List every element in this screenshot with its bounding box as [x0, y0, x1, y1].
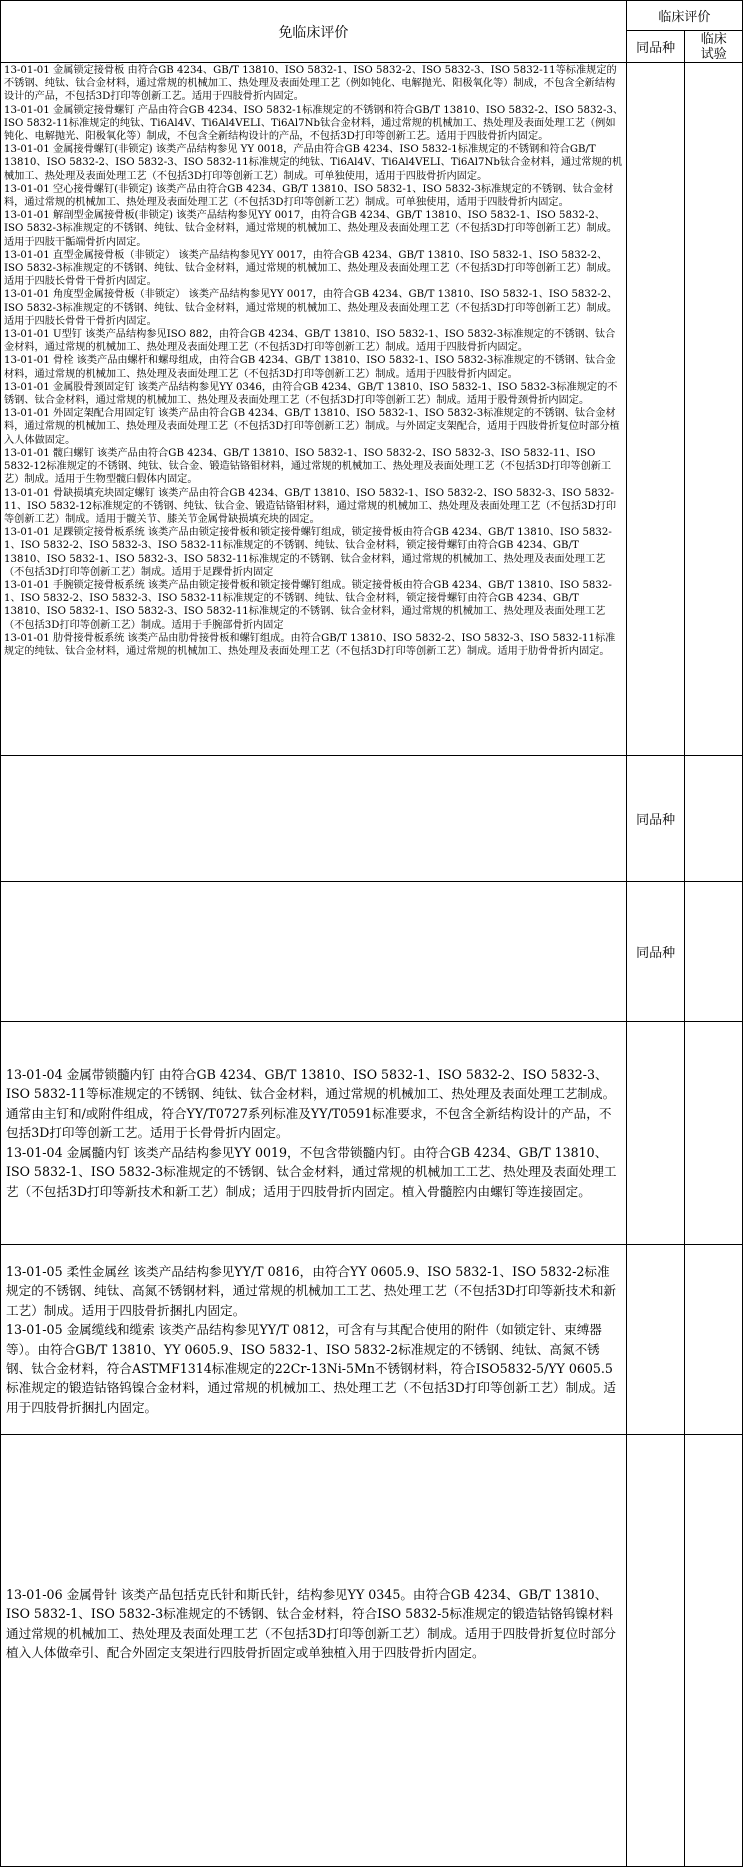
- item-paragraph: 13-01-01 金属锁定接骨板 由符合GB 4234、GB/T 13810、ISO 5832-1、ISO 5832-2、ISO 5832-3、ISO 5832-11等标准规定的不锈钢、纯钛、钛合金材料，通过常规的机械加工、热处理及表面处理工艺（例如钝化、电解抛光、阳极氧化等）制成，不包含全新结构设计的产品，不包括3D打印等创新工艺。适用于四肢骨折内固定。: [4, 65, 617, 103]
- header-clinical-eval-label: 临床评价: [658, 10, 711, 25]
- item-paragraph: 13-01-05 柔性金属丝 该类产品结构参见YY/T 0816，由符合YY 0605.9、ISO 5832-1、ISO 5832-2标准规定的不锈钢、纯钛、高氮不锈钢材料，通过常规的机械加工工艺、热处理工艺（不包括3D打印等新技术和新工艺）制成。适用于四肢骨折捆扎内固定。: [6, 1263, 617, 1318]
- item-paragraph: 13-01-01 金属锁定接骨螺钉 产品由符合GB 4234、ISO 5832-1标准规定的不锈钢和符合GB/T 13810、ISO 5832-2、ISO 5832-3、ISO 5832-11标准规定的纯钛、Ti6Al4V、Ti6Al4VELI、Ti6Al7Nb钛合金材料，通过常规的机械加工、热处理及表面处理工艺（例如钝化、电解抛光、阳极氧化等）制成，不包含全新结构设计的产品，不包括3D打印等创新工艺。适用于四肢骨折内固定。: [4, 104, 624, 143]
- item-paragraph: 13-01-04 金属髓内钉 该类产品结构参见YY 0019，不包含带锁髓内钉。由符合GB 4234、GB/T 13810、ISO 5832-1、ISO 5832-3标准规定的不锈钢、钛合金材料，通过常规的机械加工工艺、热处理及表面处理工艺（不包括3D打印等新技术和新工艺）制成；适用于四肢骨折内固定。植入骨髓腔内由螺钉等连接固定。: [6, 1144, 617, 1199]
- item-paragraph: 13-01-06 金属骨针 该类产品包括克氏针和斯氏针，结构参见YY 0345。由符合GB 4234、GB/T 13810、ISO 5832-1、ISO 5832-3标准规定的不锈钢、钛合金材料，符合ISO 5832-5标准规定的锻造钴铬钨镍材料通过常规的机械加工、热处理及表面处理工艺（不包括3D打印等创新工艺）制成。适用于四肢骨折复位时部分植入人体做牵引、配合外固定支架进行四肢骨折固定或单独植入用于四肢骨折内固定。: [6, 1587, 617, 1661]
- row-blank-1-clinical-trial: [685, 756, 743, 882]
- item-paragraph: 13-01-01 直型金属接骨板（非锁定） 该类产品结构参见YY 0017，由符合GB 4234、GB/T 13810、ISO 5832-1、ISO 5832-2、ISO 5832-3标准规定的不锈钢、纯钛、钛合金材料，通过常规的机械加工、热处理及表面处理工艺（不包括3D打印等创新工艺）制成。适用于四肢长骨骨干骨折内固定。: [4, 249, 618, 288]
- header-exempt-clinical: [1, 1, 627, 63]
- header-clinical-eval: [626, 1, 742, 31]
- row-13-01-04-clinical-trial: [685, 1022, 743, 1245]
- item-paragraph: 13-01-01 金属接骨螺钉(非锁定) 该类产品结构参见 YY 0018，产品由符合GB 4234、ISO 5832-1标准规定的不锈钢和符合GB/T 13810、ISO 5832-2、ISO 5832-3、ISO 5832-11标准规定的纯钛、Ti6Al4V、Ti6Al4VELI、Ti6Al7Nb钛合金材料，通过常规的机械加工、热处理及表面处理工艺（不包括3D打印等创新工艺）制成。可单独使用，适用于四肢骨折内固定。: [4, 144, 623, 182]
- row-13-01-06-same-product: [626, 1435, 685, 1867]
- header-clinical-trial: [685, 31, 743, 63]
- row-13-01-06-exempt: [1, 1435, 627, 1867]
- item-paragraph: 13-01-01 空心接骨螺钉(非锁定) 该类产品由符合GB 4234、GB/T 13810、ISO 5832-1、ISO 5832-3标准规定的不锈钢、钛合金材料，通过常规的机械加工、热处理及表面处理工艺（不包括3D打印等创新工艺）制成。可单独使用，适用于四肢骨折内固定。: [4, 183, 614, 209]
- item-paragraph: 13-01-05 金属缆线和缆索 该类产品结构参见YY/T 0812，可含有与其配合使用的附件（如锁定针、束缚器等）。由符合GB/T 13810、YY 0605.9、ISO 5832-1、ISO 5832-2标准规定的不锈钢、纯钛、高氮不锈钢、钛合金材料，符合ASTMF1314标准规定的22Cr-13Ni-5Mn不锈钢材料，符合ISO5832-5/YY 0605.5标准规定的锻造钴铬钨镍合金材料，通过常规的机械加工、热处理工艺（不包括3D打印等创新工艺）制成。适用于四肢骨折捆扎内固定。: [6, 1322, 617, 1415]
- row-13-01-04-exempt: [1, 1022, 627, 1245]
- row-13-01-06-clinical-trial: [685, 1435, 743, 1867]
- same-product-mark: 同品种: [636, 813, 676, 828]
- item-paragraph: 13-01-01 解剖型金属接骨板(非锁定) 该类产品结构参见YY 0017，由符合GB 4234、GB/T 13810、ISO 5832-1、ISO 5832-2、ISO 5832-3标准规定的不锈钢、纯钛、钛合金材料，通过常规的机械加工、热处理及表面处理工艺（不包括3D打印等创新工艺）制成。适用于四肢干骺端骨折内固定。: [4, 210, 618, 248]
- item-paragraph: 13-01-04 金属带锁髓内钉 由符合GB 4234、GB/T 13810、ISO 5832-1、ISO 5832-2、ISO 5832-3、ISO 5832-11等标准规定的不锈钢、纯钛、钛合金材料，通过常规的机械加工、热处理及表面处理工艺制成。通常由主钉和/或附件组成，符合YY/T0727系列标准及YY/T0591标准要求，不包含全新结构设计的产品，不包括3D打印等创新工艺。适用于长骨骨折内固定。: [6, 1067, 616, 1141]
- row-13-01-05-same-product: [626, 1245, 685, 1435]
- row-blank-2-exempt: [1, 882, 627, 1022]
- header-same-product-label: 同品种: [636, 41, 676, 56]
- row-blank-1-same-product: [626, 756, 685, 882]
- item-paragraph: 13-01-01 金属股骨颈固定钉 该类产品结构参见YY 0346，由符合GB 4234、GB/T 13810、ISO 5832-1、ISO 5832-3标准规定的不锈钢、钛合金材料，通过常规的机械加工、热处理及表面处理工艺（不包括3D打印等创新工艺）制成。适用于股骨颈骨折内固定。: [4, 381, 618, 407]
- item-paragraph: 13-01-01 手腕锁定接骨板系统 该类产品由锁定接骨板和锁定接骨螺钉组成。锁定接骨板由符合GB 4234、GB/T 13810、ISO 5832-1、ISO 5832-2、ISO 5832-3、ISO 5832-11标准规定的不锈钢、纯钛、钛合金材料，锁定接骨螺钉由符合GB 4234、GB/T 13810、ISO 5832-1、ISO 5832-3、ISO 5832-11标准规定的不锈钢、钛合金材料，通过常规的机械加工、热处理及表面处理工艺（不包括3D打印等创新工艺）制成。适用于手腕部骨折内固定: [4, 579, 612, 631]
- item-paragraph: 13-01-01 髋臼螺钉 该类产品由符合GB 4234、GB/T 13810、ISO 5832-1、ISO 5832-2、ISO 5832-3、ISO 5832-11、ISO 5832-12标准规定的不锈钢、纯钛、钛合金、锻造钴铬钼材料，通过常规的机械加工、热处理及表面处理工艺（不包括3D打印等创新工艺）制成。适用于生物型髋臼假体内固定。: [4, 447, 612, 486]
- header-exempt-clinical-label: 免临床评价: [278, 24, 349, 41]
- item-paragraph: 13-01-01 角度型金属接骨板（非锁定） 该类产品结构参见YY 0017，由符合GB 4234、GB/T 13810、ISO 5832-1、ISO 5832-2、ISO 5832-3标准规定的不锈钢、纯钛、钛合金材料，通过常规的机械加工、热处理及表面处理工艺（不包括3D打印等创新工艺）制成。适用于四肢长骨骨干骨折内固定。: [4, 289, 618, 327]
- item-paragraph: 13-01-01 足踝锁定接骨板系统 该类产品由锁定接骨板和锁定接骨螺钉组成，锁定接骨板由符合GB 4234、GB/T 13810、ISO 5832-1、ISO 5832-2、ISO 5832-3、ISO 5832-11标准规定的不锈钢、纯钛、钛合金材料，锁定接骨螺钉由符合GB 4234、GB/T 13810、ISO 5832-1、ISO 5832-3、ISO 5832-11标准规定的不锈钢、钛合金材料，通过常规的机械加工、热处理及表面处理工艺（不包括3D打印等创新工艺）制成。适用于足踝骨折内固定: [4, 527, 612, 578]
- row-blank-1-exempt: [1, 756, 627, 882]
- row-13-01-01-exempt: [1, 63, 627, 756]
- row-13-01-01-clinical-trial: [685, 63, 743, 756]
- row-13-01-05-exempt: [1, 1245, 627, 1435]
- item-paragraph: 13-01-01 骨栓 该类产品由螺杆和螺母组成，由符合GB 4234、GB/T 13810、ISO 5832-1、ISO 5832-3标准规定的不锈钢、钛合金材料，通过常规的机械加工、热处理及表面处理工艺（不包括3D打印等创新工艺）制成。适用于四肢骨折内固定。: [4, 355, 616, 380]
- item-paragraph: 13-01-01 U型钉 该类产品结构参见ISO 882，由符合GB 4234、GB/T 13810、ISO 5832-1、ISO 5832-3标准规定的不锈钢、钛合金材料，通过常规的机械加工、热处理及表面处理工艺（不包括3D打印等创新工艺）制成。适用于四肢骨折内固定。: [4, 329, 616, 354]
- same-product-mark: 同品种: [636, 946, 676, 961]
- item-paragraph: 13-01-01 外固定架配合用固定钉 该类产品由符合GB 4234、GB/T 13810、ISO 5832-1、ISO 5832-3标准规定的不锈钢、钛合金材料，通过常规的机械加工、热处理及表面处理工艺（不包括3D打印等创新工艺）制成。与外固定支架配合，适用于四肢骨折复位时部分植入人体做固定。: [4, 408, 620, 446]
- header-clinical-trial-line2: 试验: [700, 46, 727, 62]
- header-same-product: [626, 31, 685, 63]
- row-13-01-01-same-product: [626, 63, 685, 756]
- row-13-01-04-same-product: [626, 1022, 685, 1245]
- row-blank-2-same-product: [626, 882, 685, 1022]
- item-paragraph: 13-01-01 骨缺损填充块固定螺钉 该类产品由符合GB 4234、GB/T 13810、ISO 5832-1、ISO 5832-2、ISO 5832-3、ISO 5832-11、ISO 5832-12标准规定的不锈钢、纯钛、钛合金、锻造钴铬钼材料，通过常规的机械加工、热处理及表面处理工艺（不包括3D打印等创新工艺）制成。适用于髋关节、膝关节金属骨缺损填充块的固定。: [4, 487, 617, 525]
- row-13-01-05-clinical-trial: [685, 1245, 743, 1435]
- row-blank-2-clinical-trial: [685, 882, 743, 1022]
- header-clinical-trial-line1: 临床: [700, 31, 727, 47]
- item-paragraph: 13-01-01 肋骨接骨板系统 该类产品由肋骨接骨板和螺钉组成。由符合GB/T 13810、ISO 5832-2、ISO 5832-3、ISO 5832-11标准规定的纯钛、钛合金材料，通过常规的机械加工、热处理及表面处理工艺（不包括3D打印等创新工艺）制成。适用于肋骨骨折内固定。: [4, 632, 616, 657]
